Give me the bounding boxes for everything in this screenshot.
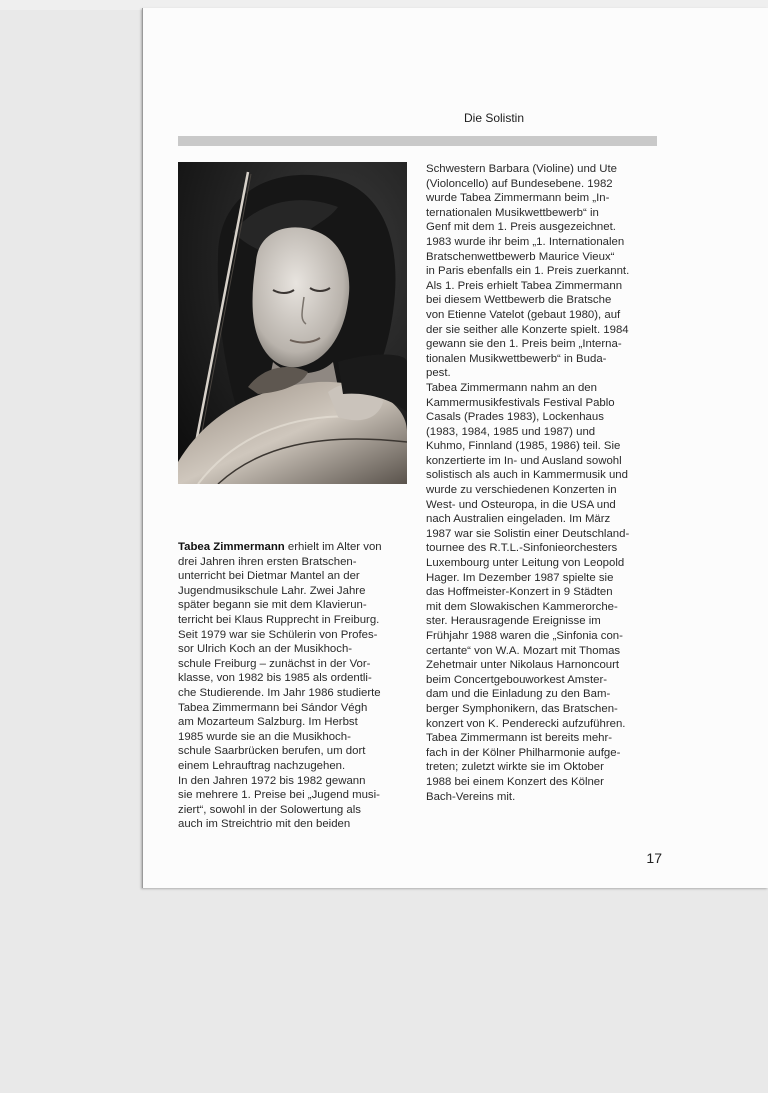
text-line: (Violoncello) auf Bundesebene. 1982 [426, 177, 613, 190]
text-line: der sie seither alle Konzerte spielt. 1984 [426, 323, 629, 336]
text-line: West- und Osteuropa, in die USA und [426, 498, 616, 511]
text-line: sie mehrere 1. Preise bei „Jugend musi- [178, 789, 380, 802]
text-line: Kammermusikfestivals Festival Pablo [426, 396, 615, 409]
text-line: klasse, von 1982 bis 1985 als ordentli- [178, 672, 372, 685]
text-line: Genf mit dem 1. Preis ausgezeichnet. [426, 221, 616, 234]
page-edge-shadow [142, 8, 143, 888]
text-line: wurde zu verschiedenen Konzerten in [426, 484, 617, 497]
text-line: am Mozarteum Salzburg. Im Herbst [178, 716, 358, 729]
left-text-column [178, 540, 408, 832]
text-line: certante“ von W.A. Mozart mit Thomas [426, 644, 621, 657]
lead-rest: erhielt im Alter von [284, 541, 382, 553]
text-line: in Paris ebenfalls ein 1. Preis zuerkannt. [426, 265, 630, 278]
text-line: auch im Streichtrio mit den beiden [178, 818, 351, 831]
text-line: konzert von K. Penderecki aufzuführen. [426, 717, 626, 730]
text-line: Hager. Im Dezember 1987 spielte sie [426, 571, 614, 584]
text-line: ziert“, sowohl in der Solowertung als [178, 803, 361, 816]
text-line: Zehetmair unter Nikolaus Harnoncourt [426, 659, 620, 672]
text-line: 1988 bei einem Konzert des Kölner [426, 775, 604, 788]
text-line: Als 1. Preis erhielt Tabea Zimmermann [426, 279, 623, 292]
portrait-with-viola-photo [178, 162, 407, 484]
text-line: schule Saarbrücken berufen, um dort [178, 745, 366, 758]
section-title: Die Solistin [463, 111, 525, 125]
text-line: schule Freiburg – zunächst in der Vor- [178, 657, 371, 670]
text-line: tournee des R.T.L.-Sinfonieorchesters [426, 542, 618, 555]
text-line: drei Jahren ihren ersten Bratschen- [178, 555, 357, 568]
text-line: (1983, 1984, 1985 und 1987) und [426, 425, 596, 438]
text-line: unterricht bei Dietmar Mantel an der [178, 570, 360, 583]
text-line: solistisch als auch in Kammermusik und [426, 469, 628, 482]
text-line: che Studierende. Im Jahr 1986 studierte [178, 686, 381, 699]
text-line: später begann sie mit dem Klavierun- [178, 599, 367, 612]
text-line: beim Concertgebouworkest Amster- [426, 673, 608, 686]
text-line: Jugendmusikschule Lahr. Zwei Jahre [178, 584, 366, 597]
text-line: pest. [426, 367, 451, 380]
text-line: Frühjahr 1988 waren die „Sinfonia con- [426, 630, 623, 642]
lead-name: Tabea Zimmermann [178, 541, 285, 553]
text-line: In den Jahren 1972 bis 1982 gewann [178, 774, 366, 787]
text-line: Schwestern Barbara (Violine) und Ute [426, 163, 617, 175]
text-line: Seit 1979 war sie Schülerin von Profes- [178, 628, 378, 641]
text-line: gewann sie den 1. Preis beim „Interna- [426, 338, 622, 351]
text-line: fach in der Kölner Philharmonie aufge- [426, 746, 621, 759]
text-line: bei diesem Wettbewerb die Bratsche [426, 294, 612, 307]
text-line: wurde Tabea Zimmermann beim „In- [426, 192, 610, 205]
text-line: nach Australien eingeladen. Im März [426, 513, 611, 526]
header-rule-bar [178, 136, 657, 146]
text-line: 1987 war sie Solistin einer Deutschland- [426, 527, 630, 540]
text-line: einem Lehrauftrag nachzugehen. [178, 759, 346, 772]
text-line: Tabea Zimmermann bei Sándor Végh [178, 701, 368, 714]
text-line: sor Ulrich Koch an der Musikhoch- [178, 643, 353, 656]
text-line: berger Symphonikern, das Bratschen- [426, 702, 618, 715]
text-line: ster. Herausragende Ereignisse im [426, 615, 601, 628]
text-line: Bach-Vereins mit. [426, 790, 516, 803]
text-line: mit dem Slowakischen Kammerorche- [426, 600, 618, 613]
text-line: treten; zuletzt wirkte sie im Oktober [426, 761, 604, 774]
text-line: Tabea Zimmermann nahm an den [426, 381, 597, 394]
text-line: konzertierte im In- und Ausland sowohl [426, 454, 622, 467]
lead-line [178, 540, 408, 555]
text-line: Casals (Prades 1983), Lockenhaus [426, 411, 604, 424]
text-line: 1985 wurde sie an die Musikhoch- [178, 730, 351, 743]
text-line: das Hoffmeister-Konzert in 9 Städten [426, 586, 613, 599]
text-line: von Etienne Vatelot (gebaut 1980), auf [426, 308, 621, 321]
text-line: Kuhmo, Finnland (1985, 1986) teil. Sie [426, 440, 621, 453]
page-number: 17 [646, 850, 662, 866]
text-line: dam und die Einladung zu den Bam- [426, 688, 611, 701]
right-text-column [426, 162, 658, 804]
text-line: ternationalen Musikwettbewerb“ in [426, 206, 599, 219]
text-line: Bratschenwettbewerb Maurice Vieux“ [426, 250, 615, 263]
text-line: Luxembourg unter Leitung von Leopold [426, 557, 625, 570]
text-line: tionalen Musikwettbewerb“ in Buda- [426, 352, 607, 365]
text-line: terricht bei Klaus Rupprecht in Freiburg. [178, 613, 380, 626]
text-line: 1983 wurde ihr beim „1. Internationalen [426, 235, 625, 248]
text-line: Tabea Zimmermann ist bereits mehr- [426, 732, 613, 745]
